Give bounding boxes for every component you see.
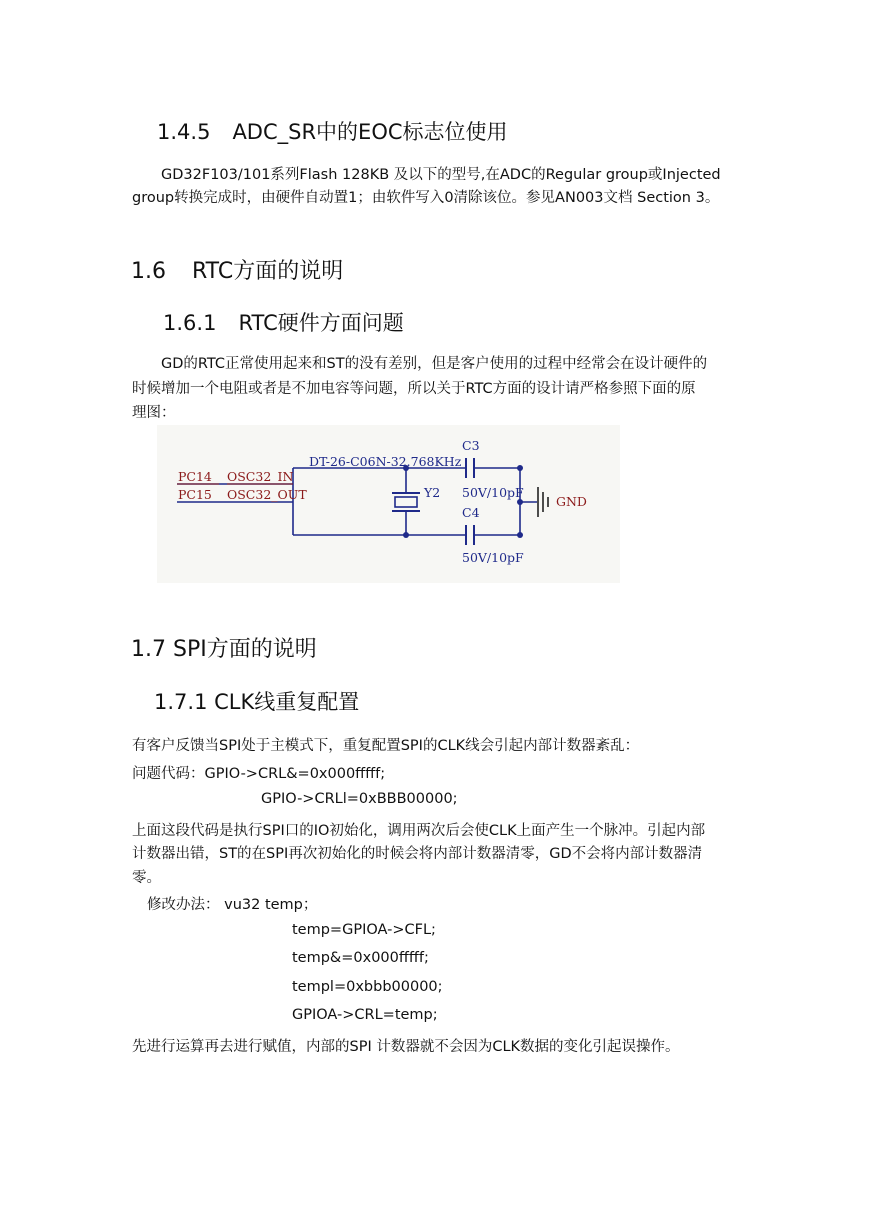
section-title: ADC_SR中的EOC标志位使用: [232, 120, 508, 144]
code-line: templ=0xbbb00000;: [292, 979, 443, 995]
net-label-osc-out: OSC32_OUT: [227, 487, 307, 502]
section-heading-1-4-5: [157, 116, 508, 146]
section-title: RTC硬件方面问题: [238, 311, 404, 335]
section-heading-1-6-1: [163, 307, 404, 337]
c3-ref: C3: [462, 438, 480, 453]
fix-label-line: 修改办法： vu32 temp；: [147, 897, 318, 913]
crystal-ref: Y2: [424, 485, 441, 500]
code-line: GPIO->CRLl=0xBBB00000;: [261, 791, 458, 807]
net-label-osc-in: OSC32_IN: [227, 469, 294, 484]
c4-ref: C4: [462, 505, 480, 520]
c3-value: 50V/10pF: [462, 485, 524, 500]
code-line: GPIOA->CRL=temp;: [292, 1007, 438, 1023]
section-heading-1-7-1: 1.7.1 CLK线重复配置: [154, 690, 360, 714]
code-label-line: 问题代码：GPIO->CRL&=0x000fffff;: [132, 766, 386, 782]
section-number: 1.6: [131, 259, 166, 284]
paragraph-line: 时候增加一个电阻或者是不加电容等问题，所以关于RTC方面的设计请严格参照下面的原: [132, 381, 696, 397]
paragraph-line: 理图：: [132, 405, 176, 421]
paragraph-line: group转换完成时，由硬件自动置1；由软件写入0清除该位。参见AN003文档 Section 3。: [132, 190, 720, 206]
paragraph-line: GD32F103/101系列Flash 128KB 及以下的型号,在ADC的Regular group或Injected: [161, 167, 721, 183]
code-line: temp=GPIOA->CFL;: [292, 922, 436, 938]
paragraph-line: 零。: [132, 870, 161, 886]
crystal-body: [395, 497, 417, 507]
code-line: temp&=0x000fffff;: [292, 950, 429, 966]
gnd-label: GND: [556, 494, 587, 509]
junction-dot: [517, 532, 523, 538]
junction-dot: [403, 532, 409, 538]
section-title: RTC方面的说明: [192, 259, 344, 284]
net-label-pc14: PC14: [178, 469, 212, 484]
c4-value: 50V/10pF: [462, 550, 524, 565]
crystal-part-number: DT-26-C06N-32.768KHz: [309, 454, 462, 469]
section-number: 1.6.1: [163, 311, 217, 335]
paragraph-line: 有客户反馈当SPI处于主模式下，重复配置SPI的CLK线会引起内部计数器紊乱：: [132, 738, 640, 754]
paragraph-line: GD的RTC正常使用起来和ST的没有差别，但是客户使用的过程中经常会在设计硬件的: [161, 356, 708, 372]
net-label-pc15: PC15: [178, 487, 212, 502]
paragraph-line: 先进行运算再去进行赋值，内部的SPI 计数器就不会因为CLK数据的变化引起误操作。: [132, 1039, 680, 1055]
section-number: 1.4.5: [157, 120, 211, 144]
junction-dot: [517, 465, 523, 471]
paragraph-line: 计数器出错，ST的在SPI再次初始化的时候会将内部计数器清零，GD不会将内部计数器清: [132, 846, 703, 862]
rtc-crystal-schematic: [157, 425, 620, 583]
section-heading-1-7: 1.7 SPI方面的说明: [131, 637, 317, 662]
paragraph-line: 上面这段代码是执行SPI口的IO初始化，调用两次后会使CLK上面产生一个脉冲。引起内部: [132, 823, 706, 839]
section-heading-1-6: [131, 254, 343, 285]
